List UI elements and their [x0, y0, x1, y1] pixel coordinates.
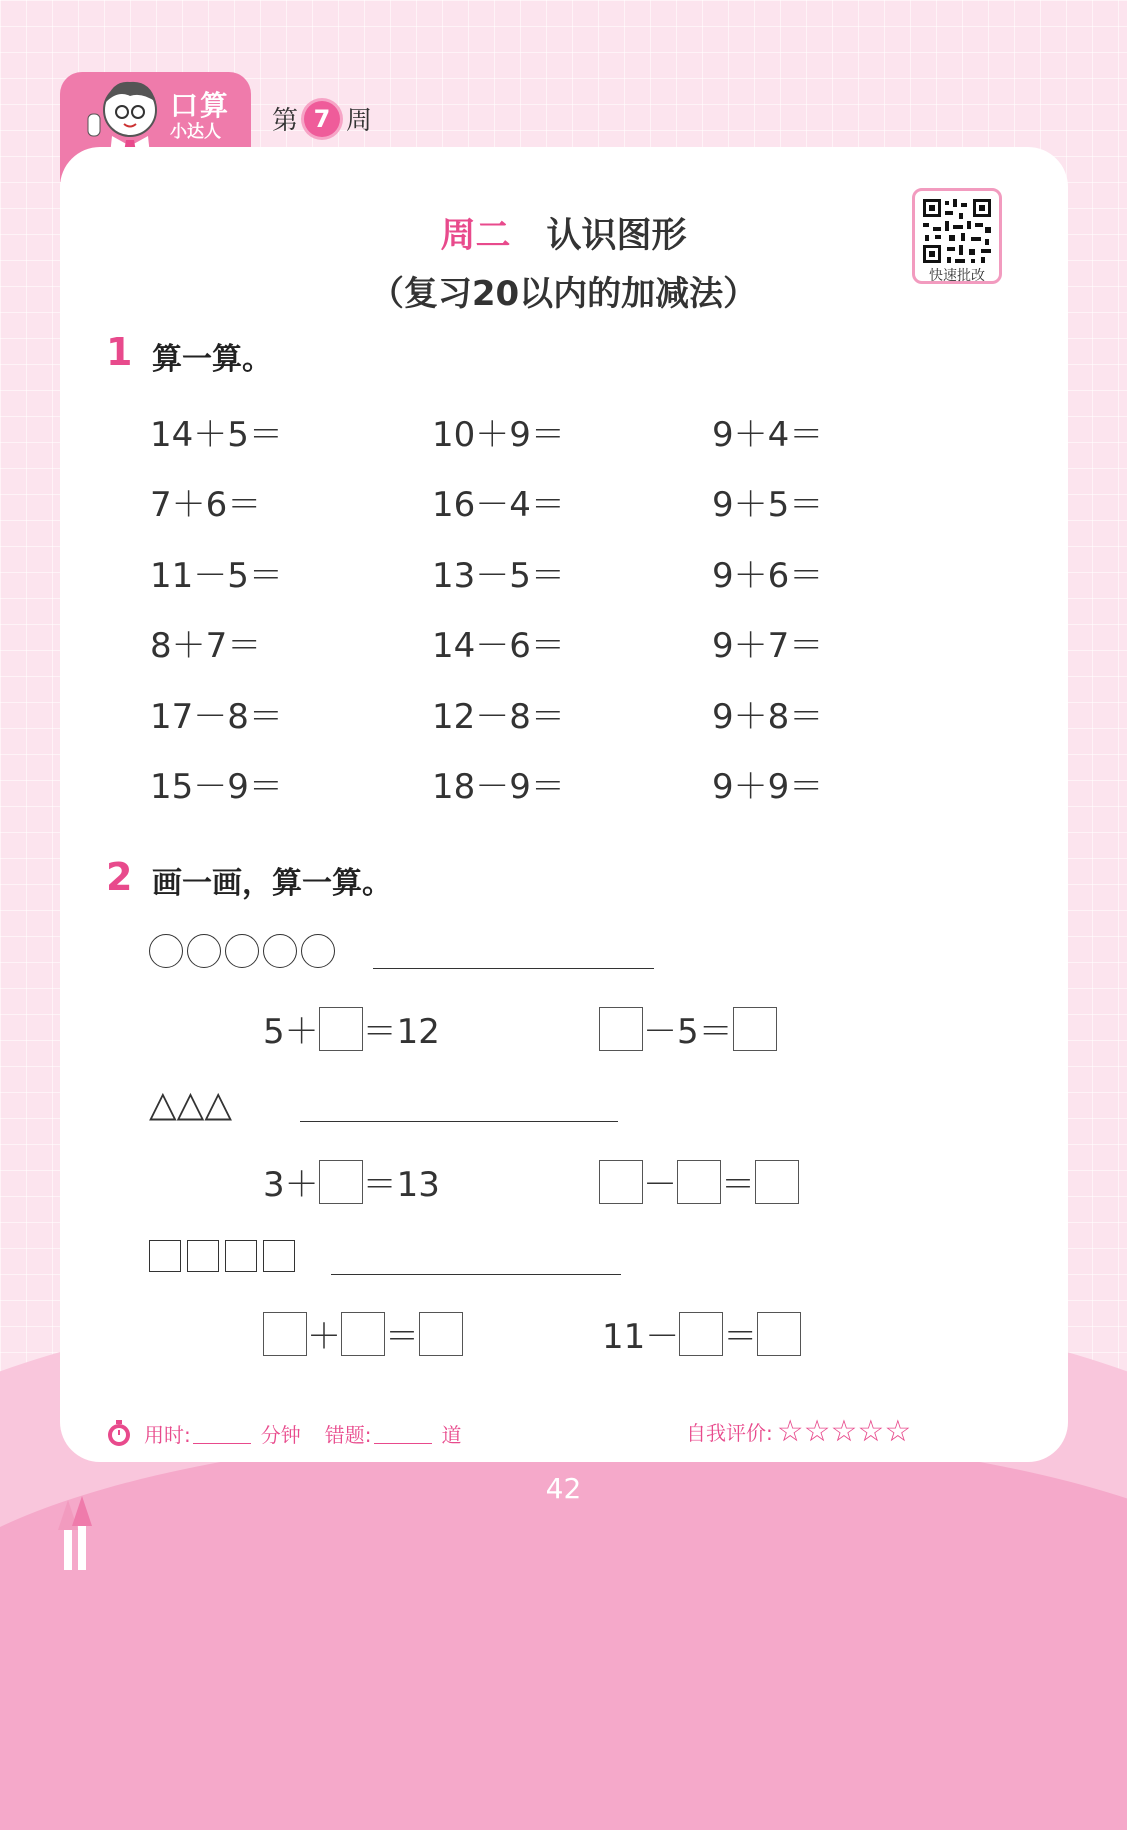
- equation: 17－8＝: [150, 697, 283, 737]
- equation-row: [263, 1004, 440, 1053]
- errors-blank[interactable]: [374, 1423, 432, 1444]
- equation-text: ＝: [385, 1317, 419, 1357]
- stopwatch-icon: [104, 1418, 134, 1448]
- footer-time: [104, 1418, 462, 1448]
- equation-text: ＋: [307, 1317, 341, 1357]
- circle-shape: [225, 934, 259, 968]
- section2-number: 2: [106, 855, 133, 899]
- section1-title: 算一算。: [152, 342, 272, 377]
- circle-shape: [301, 934, 335, 968]
- qr-code-icon: [915, 193, 999, 269]
- equation: 9＋7＝: [712, 626, 824, 666]
- answer-box[interactable]: [419, 1312, 463, 1356]
- equation-text: 5＋: [263, 1012, 319, 1052]
- section1-number: 1: [106, 330, 133, 374]
- week-number-badge: 7: [304, 101, 340, 137]
- equation-row: [599, 1004, 777, 1053]
- answer-box[interactable]: [679, 1312, 723, 1356]
- pencil-decoration-icon: [52, 1490, 100, 1570]
- equation: 13－5＝: [432, 556, 565, 596]
- section2-title: 画一画，算一算。: [152, 866, 392, 901]
- drawing-line[interactable]: [331, 1274, 621, 1275]
- answer-box[interactable]: [677, 1160, 721, 1204]
- equation: 16－4＝: [432, 485, 565, 525]
- squares-group: [149, 1240, 301, 1276]
- square-shape: [187, 1240, 219, 1272]
- equation-text: －5＝: [643, 1012, 733, 1052]
- rating-stars[interactable]: ☆☆☆☆☆: [776, 1414, 912, 1449]
- answer-box[interactable]: [755, 1160, 799, 1204]
- equation-text: 3＋: [263, 1165, 319, 1205]
- equation: 14＋5＝: [150, 415, 283, 455]
- equation-text: ＝: [723, 1317, 758, 1357]
- week-suffix: 周: [346, 106, 373, 136]
- square-shape: [149, 1240, 181, 1272]
- answer-box[interactable]: [319, 1007, 363, 1051]
- errors-unit: 道: [441, 1422, 462, 1447]
- qr-label: 快速批改: [929, 268, 985, 284]
- triangles-group: △△△: [149, 1084, 233, 1125]
- week-prefix: 第: [272, 106, 299, 136]
- answer-box[interactable]: [319, 1160, 363, 1204]
- time-blank[interactable]: [193, 1423, 251, 1444]
- self-eval-label: 自我评价:: [686, 1421, 773, 1445]
- equation-row: [263, 1157, 440, 1206]
- square-shape: [225, 1240, 257, 1272]
- equation: 10＋9＝: [432, 415, 565, 455]
- page-subtitle: （复习20以内的加减法）: [369, 274, 758, 314]
- title-day: 周二: [440, 216, 511, 256]
- drawing-line[interactable]: [300, 1121, 618, 1122]
- equation: 9＋6＝: [712, 556, 824, 596]
- circles-group: [149, 934, 339, 972]
- answer-box[interactable]: [263, 1312, 307, 1356]
- page-number: 42: [545, 1472, 582, 1505]
- equation: 15－9＝: [150, 767, 283, 807]
- equation: 9＋8＝: [712, 697, 824, 737]
- equation: 12－8＝: [432, 697, 565, 737]
- footer-self-eval: [686, 1414, 911, 1449]
- equation-text: ＝13: [362, 1165, 440, 1205]
- circle-shape: [149, 934, 183, 968]
- answer-box[interactable]: [341, 1312, 385, 1356]
- errors-label: 错题:: [324, 1422, 372, 1447]
- circle-shape: [263, 934, 297, 968]
- equation: 14－6＝: [432, 626, 565, 666]
- week-label: [272, 100, 372, 137]
- time-label: 用时:: [144, 1422, 191, 1447]
- tab-subtitle: 小达人: [170, 122, 221, 142]
- equation-row: [263, 1309, 463, 1358]
- answer-box[interactable]: [599, 1160, 643, 1204]
- equation-row: [602, 1309, 801, 1358]
- equation-row: [599, 1157, 799, 1206]
- equation: 7＋6＝: [150, 485, 262, 525]
- title-topic: 认识图形: [546, 216, 687, 256]
- minutes-label: 分钟: [260, 1422, 301, 1447]
- answer-box[interactable]: [599, 1007, 643, 1051]
- equation-text: ＝12: [362, 1012, 440, 1052]
- circle-shape: [187, 934, 221, 968]
- tab-title: 口算: [170, 89, 231, 122]
- equation: 8＋7＝: [150, 626, 262, 666]
- equation: 9＋5＝: [712, 485, 824, 525]
- equation: 9＋9＝: [712, 767, 824, 807]
- square-shape: [263, 1240, 295, 1272]
- equation: 9＋4＝: [712, 415, 824, 455]
- equation-text: 11－: [602, 1317, 680, 1357]
- equation: 11－5＝: [150, 556, 283, 596]
- answer-box[interactable]: [733, 1007, 777, 1051]
- equation: 18－9＝: [432, 767, 565, 807]
- answer-box[interactable]: [757, 1312, 801, 1356]
- equation-text: ＝: [721, 1165, 755, 1205]
- drawing-line[interactable]: [373, 968, 654, 969]
- equation-text: －: [643, 1165, 677, 1205]
